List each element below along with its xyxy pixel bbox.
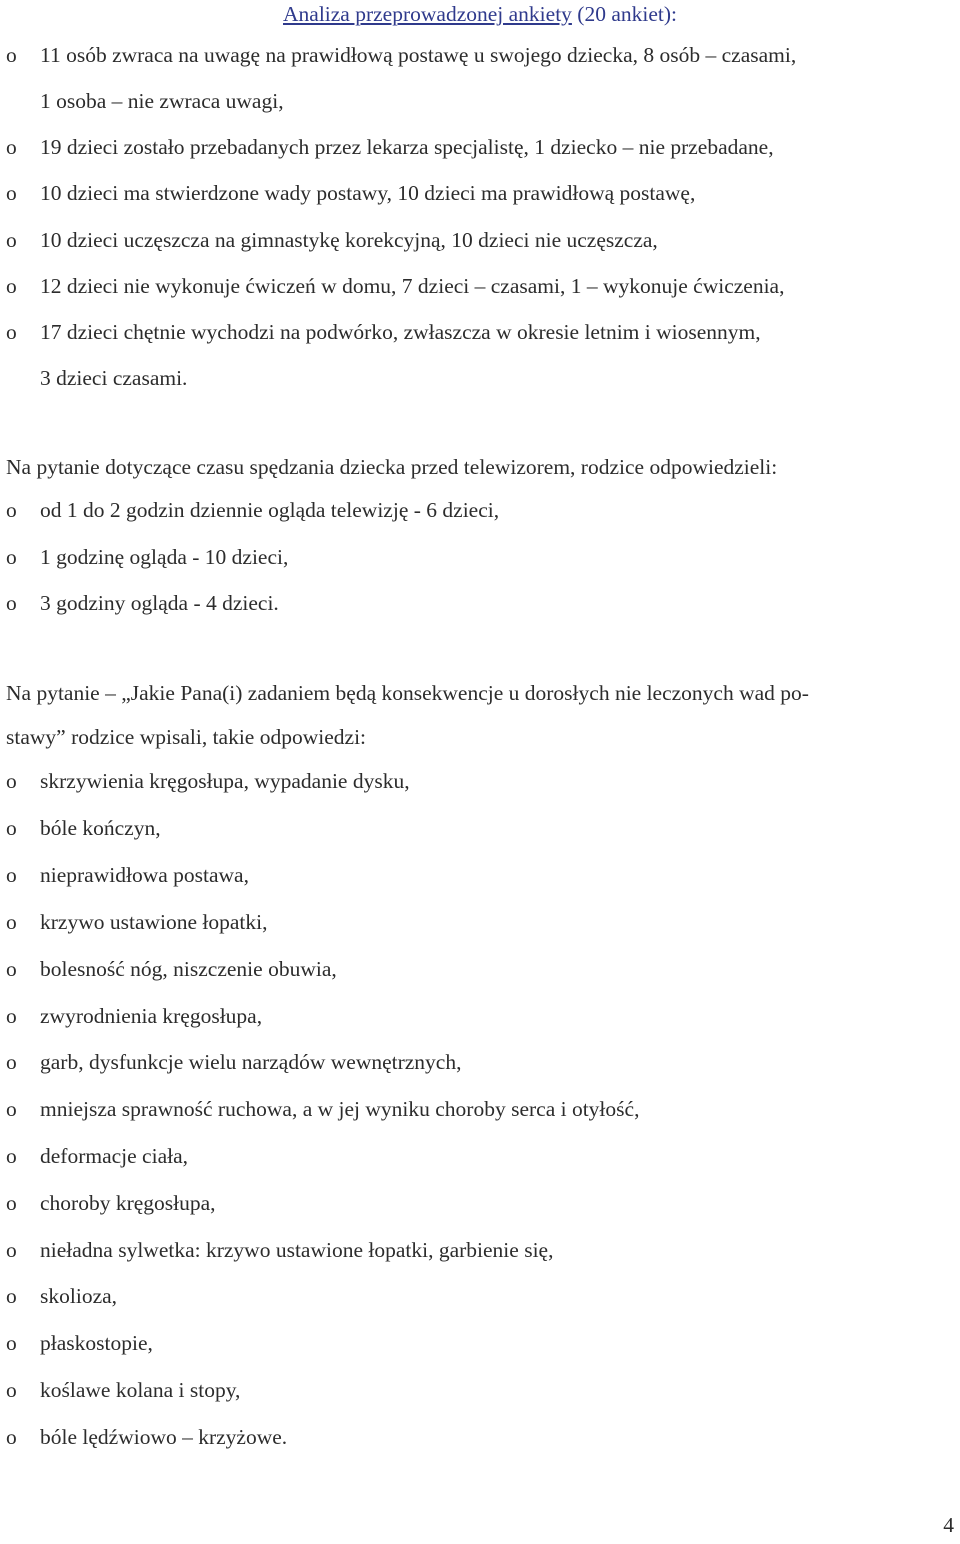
bullet-marker: o (6, 498, 17, 522)
bullet-marker: o (6, 1238, 17, 1262)
bullet-marker: o (6, 1378, 17, 1402)
list-item-text: od 1 do 2 godzin dziennie ogląda telewizję - 6 dzieci, (40, 498, 500, 522)
list-item-text: 10 dzieci ma stwierdzone wady postawy, 10 dzieci ma prawidłową postawę, (40, 181, 696, 205)
consequences-question-intro-cont: stawy” rodzice wpisali, takie odpowiedzi: (6, 725, 367, 749)
list-item-text: 17 dzieci chętnie wychodzi na podwórko, zwłaszcza w okresie letnim i wiosennym, (40, 320, 761, 344)
list-item-text: deformacje ciała, (40, 1144, 189, 1168)
list-item-text: koślawe kolana i stopy, (40, 1378, 241, 1402)
list-item-text: 11 osób zwraca na uwagę na prawidłową postawę u swojego dziecka, 8 osób – czasami, (40, 43, 797, 67)
list-item-text: nieprawidłowa postawa, (40, 863, 249, 887)
list-item-text: skrzywienia kręgosłupa, wypadanie dysku, (40, 769, 410, 793)
bullet-marker: o (6, 863, 17, 887)
bullet-marker: o (6, 1097, 17, 1121)
bullet-marker: o (6, 769, 17, 793)
list-item-text: płaskostopie, (40, 1331, 153, 1355)
bullet-marker: o (6, 1144, 17, 1168)
list-item-text: zwyrodnienia kręgosłupa, (40, 1004, 263, 1028)
list-item-text: nieładna sylwetka: krzywo ustawione łopatki, garbienie się, (40, 1238, 554, 1262)
consequences-question-intro: Na pytanie – „Jakie Pana(i) zadaniem będą konsekwencje u dorosłych nie leczonych wad po- (6, 681, 809, 705)
bullet-marker: o (6, 1050, 17, 1074)
bullet-marker: o (6, 1331, 17, 1355)
list-item-text: mniejsza sprawność ruchowa, a w jej wyniku choroby serca i otyłość, (40, 1097, 640, 1121)
heading-rest: (20 ankiet): (571, 2, 677, 26)
page-number: 4 (943, 1513, 954, 1537)
tv-question-intro: Na pytanie dotyczące czasu spędzania dziecka przed telewizorem, rodzice odpowiedzieli: (6, 455, 778, 479)
bullet-marker: o (6, 181, 17, 205)
bullet-marker: o (6, 228, 17, 252)
bullet-marker: o (6, 1191, 17, 1215)
list-item-text: bolesność nóg, niszczenie obuwia, (40, 957, 337, 981)
list-item-text: bóle kończyn, (40, 816, 161, 840)
bullet-marker: o (6, 320, 17, 344)
bullet-marker: o (6, 135, 17, 159)
bullet-marker: o (6, 274, 17, 298)
list-item-text: krzywo ustawione łopatki, (40, 910, 268, 934)
heading-link[interactable]: Analiza przeprowadzonej ankiety (283, 2, 572, 26)
list-item-text: 1 godzinę ogląda - 10 dzieci, (40, 545, 289, 569)
list-item-text: choroby kręgosłupa, (40, 1191, 216, 1215)
list-item-text: bóle lędźwiowo – krzyżowe. (40, 1425, 288, 1449)
bullet-marker: o (6, 545, 17, 569)
bullet-marker: o (6, 816, 17, 840)
list-item-text: 1 osoba – nie zwraca uwagi, (40, 89, 284, 113)
bullet-marker: o (6, 910, 17, 934)
list-item-text: 12 dzieci nie wykonuje ćwiczeń w domu, 7 dzieci – czasami, 1 – wykonuje ćwiczenia, (40, 274, 785, 298)
list-item-text: 10 dzieci uczęszcza na gimnastykę korekcyjną, 10 dzieci nie uczęszcza, (40, 228, 658, 252)
list-item-text: skolioza, (40, 1284, 118, 1308)
bullet-marker: o (6, 1425, 17, 1449)
bullet-marker: o (6, 1284, 17, 1308)
list-item-text: 3 godziny ogląda - 4 dzieci. (40, 591, 279, 615)
list-item-text: garb, dysfunkcje wielu narządów wewnętrznych, (40, 1050, 462, 1074)
bullet-marker: o (6, 591, 17, 615)
list-item-text: 19 dzieci zostało przebadanych przez lekarza specjalistę, 1 dziecko – nie przebadane, (40, 135, 774, 159)
bullet-marker: o (6, 43, 17, 67)
list-item-text: 3 dzieci czasami. (40, 366, 188, 390)
survey-heading (0, 0, 960, 28)
bullet-marker: o (6, 1004, 17, 1028)
bullet-marker: o (6, 957, 17, 981)
